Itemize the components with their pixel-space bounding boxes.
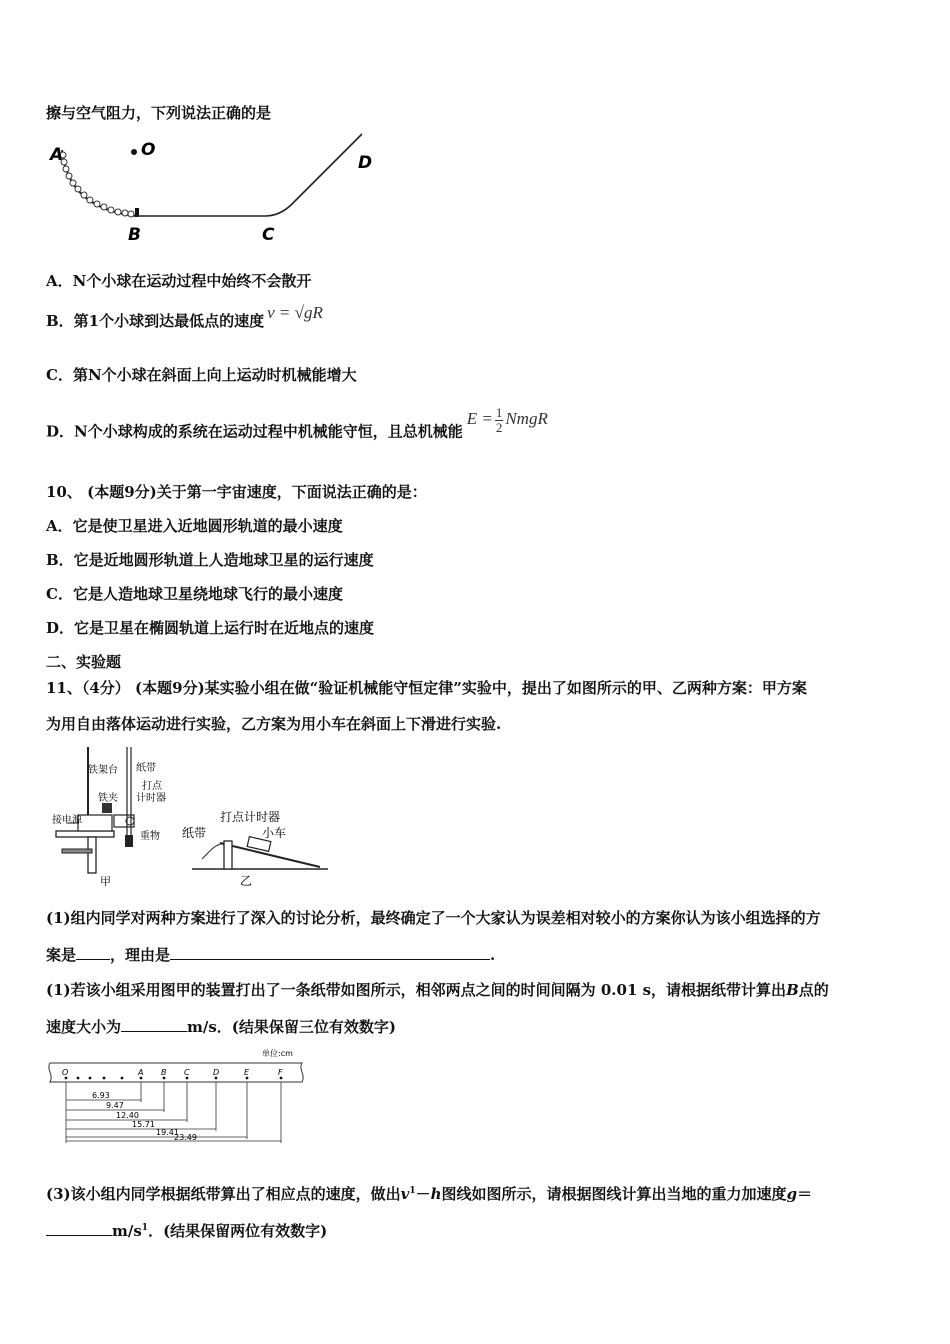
q9-option-a: A．N个小球在运动过程中始终不会散开 [46, 272, 312, 290]
p3-text-c: m/s [112, 1222, 142, 1240]
answer-blank-scheme[interactable] [76, 945, 110, 960]
p2-text-a: (1)若该小组采用图甲的装置打出了一条纸带如图所示，相邻两点之间的时间间隔为 0.01 s，请根据纸带计算出 [46, 981, 787, 999]
formula-rest: NmgR [505, 409, 548, 429]
p1-text-a: 案是 [46, 946, 77, 964]
p2-text-d: 速度大小为 [46, 1018, 122, 1036]
section-heading: 二、实验题 [46, 653, 122, 671]
label-c: C [262, 225, 275, 245]
p3-text-d: ．(结果保留两位有效数字) [148, 1222, 328, 1240]
paper-tape-figure [44, 1045, 306, 1145]
p3-g: g [786, 1185, 798, 1203]
p3-h: h [430, 1185, 442, 1203]
q10-option-a: A．它是使卫星进入近地圆形轨道的最小速度 [46, 517, 343, 535]
q10-option-b: B．它是近地圆形轨道上人造地球卫星的运行速度 [46, 551, 374, 569]
label-zhidai-yi: 纸带 [182, 826, 207, 840]
p3-eq: ＝ [797, 1185, 813, 1203]
q9-option-d-formula [466, 405, 548, 435]
p1-text-b: ，理由是 [110, 946, 171, 964]
q11-stem-line2: 为用自由落体运动进行实验，乙方案为用小车在斜面上下滑进行实验. [46, 715, 502, 733]
q10-stem: 10、 (本题9分)关于第一宇宙速度，下面说法正确的是： [46, 483, 427, 501]
q9-option-b-formula: v = √gR [267, 303, 323, 322]
q9-option-d [46, 405, 548, 447]
q9-option-c: C．第N个小球在斜面上向上运动时机械能增大 [46, 366, 357, 384]
q11-part2-line2 [46, 1016, 396, 1037]
label-xiaoche: 小车 [262, 826, 287, 840]
label-dadianjishiqi: 打点计时器 [220, 810, 281, 824]
answer-blank-reason[interactable] [170, 945, 490, 960]
p2-text-e: m/s．(结果保留三位有效数字) [187, 1018, 397, 1036]
tape-point-o: O [62, 1068, 69, 1077]
p1-text-c: . [490, 946, 496, 964]
caption-jia: 甲 [100, 875, 111, 888]
fraction-denominator: 2 [495, 420, 503, 435]
tape-point-f: F [278, 1068, 283, 1077]
q9-track-figure [40, 128, 385, 246]
p3-minus: － [415, 1185, 431, 1203]
label-tiejia: 铁夹 [98, 793, 118, 804]
q11-stem-line1: 11、（4分） (本题9分)某实验小组在做“验证机械能守恒定律”实验中，提出了如图所示的甲、乙两种方案：甲方案 [46, 679, 807, 697]
label-tiejiatai: 铁架台 [88, 765, 118, 776]
tape-point-c: C [184, 1068, 190, 1077]
tape-unit: 单位:cm [262, 1049, 293, 1058]
tape-dist-od: 15.71 [132, 1120, 155, 1129]
p3-sup: 1 [409, 1186, 416, 1196]
tape-point-b: B [161, 1068, 167, 1077]
fig-jia-apparatus [48, 745, 178, 890]
q9-option-b-text: B．第1个小球到达最低点的速度 [46, 312, 265, 330]
label-jishiqi: 计时器 [136, 793, 166, 804]
tape-point-a: A [138, 1068, 144, 1077]
tape-point-d: D [213, 1068, 220, 1077]
label-b: B [128, 225, 141, 245]
q9-option-d-text: D．N个小球构成的系统在运动过程中机械能守恒，且总机械能 [46, 422, 463, 441]
label-a: A [50, 145, 64, 165]
answer-blank-velocity[interactable] [121, 1017, 187, 1032]
p2-point-b: B [786, 981, 799, 999]
q9-intro: 擦与空气阻力，下列说法正确的是 [46, 104, 272, 122]
p3-text-b: 图线如图所示，请根据图线计算出当地的重力加速度 [441, 1185, 787, 1203]
q11-part3-line2 [46, 1220, 327, 1241]
formula-fraction [495, 406, 504, 435]
fraction-numerator: 1 [495, 405, 503, 420]
q11-part3-line1 [46, 1183, 812, 1204]
q9-option-b [46, 303, 323, 331]
label-d: D [358, 153, 373, 173]
tape-dist-of: 23.49 [174, 1133, 197, 1142]
fig-yi-apparatus [180, 805, 330, 890]
tape-dist-oa: 6.93 [92, 1091, 110, 1100]
p2-text-c: 点的 [798, 981, 829, 999]
formula-e: E = [466, 409, 493, 429]
tape-dist-oc: 12.40 [116, 1111, 139, 1120]
tape-dist-ob: 9.47 [106, 1101, 124, 1110]
q11-part2-line1 [46, 979, 829, 1000]
answer-blank-gravity[interactable] [46, 1221, 112, 1236]
label-zhongwu: 重物 [140, 831, 160, 842]
label-jiedianyuan: 接电源 [52, 815, 82, 826]
label-zhidai-jia: 纸带 [136, 763, 156, 774]
label-o: O [141, 140, 156, 160]
p3-sup2: 1 [141, 1223, 149, 1233]
caption-yi: 乙 [240, 874, 253, 888]
label-dadian: 打点 [142, 781, 162, 792]
q10-option-d: D．它是卫星在椭圆轨道上运行时在近地点的速度 [46, 619, 375, 637]
tape-point-e: E [244, 1068, 250, 1077]
p3-text-a: (3)该小组内同学根据纸带算出了相应点的速度，做出 [46, 1185, 401, 1203]
p3-v: v [400, 1185, 410, 1203]
tape-dist-oe: 19.41 [156, 1128, 179, 1137]
q10-option-c: C．它是人造地球卫星绕地球飞行的最小速度 [46, 585, 343, 603]
q11-part1-line2 [46, 944, 495, 965]
q11-part1-line1: (1)组内同学对两种方案进行了深入的讨论分析，最终确定了一个大家认为误差相对较小的方案你认为该小组选择的方 [46, 909, 821, 927]
